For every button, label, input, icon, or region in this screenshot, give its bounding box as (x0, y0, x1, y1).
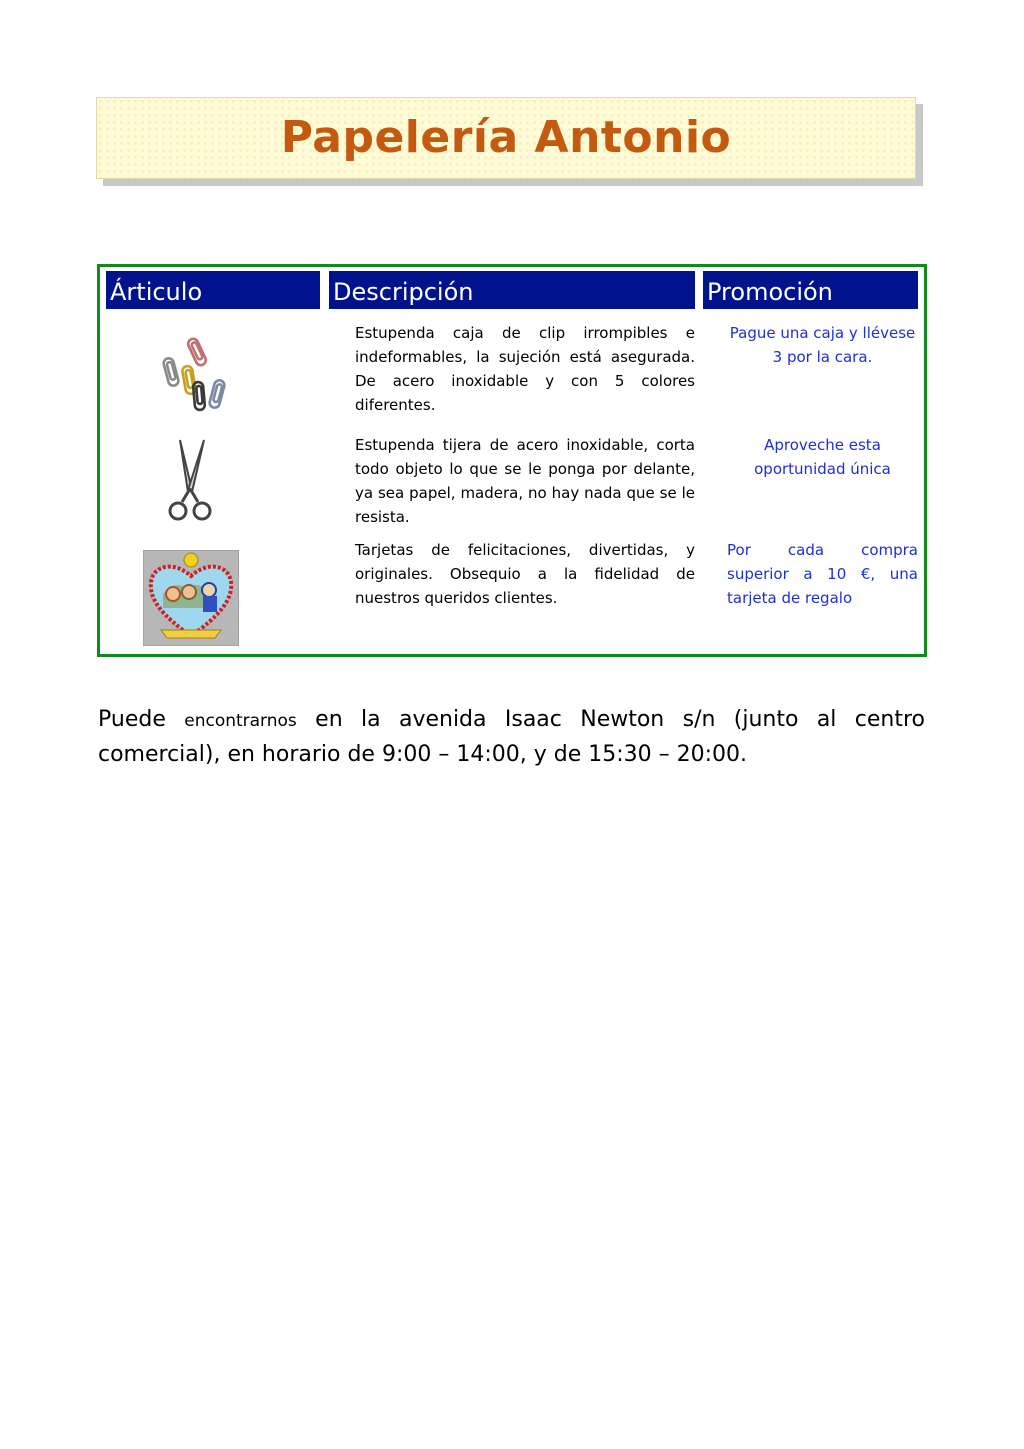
row-2-description: Estupenda tijera de acero inoxidable, corta todo objeto lo que se le ponga por delante, ya sea papel, madera, no hay nada que se le resista. (355, 436, 695, 526)
scissors-icon (166, 438, 214, 524)
row-1-description: Estupenda caja de clip irrompibles e indeformables, la sujeción está asegurada. De acero inoxidable y con 5 colores diferentes. (355, 324, 695, 414)
page-title: Papelería Antonio (280, 112, 732, 163)
title-banner (96, 97, 916, 179)
header-promotion: Promoción (703, 271, 918, 309)
footer-word-puede: Puede (98, 707, 166, 732)
address-paragraph (98, 703, 925, 772)
row-2-promotion: Aproveche esta oportunidad única (754, 436, 891, 478)
row-3-promotion: Por cada compra superior a 10 €, una tarjeta de regalo (727, 541, 918, 607)
header-article: Árticulo (106, 271, 320, 309)
footer-word-encontrarnos: encontrarnos (184, 711, 297, 731)
footer-address-text: en la avenida Isaac Newton s/n (junto al centro comercial), en horario de 9:00 – 14:00, y de 15:30 – 20:00. (98, 707, 926, 767)
greeting-card-icon (143, 550, 239, 646)
row-1-promotion: Pague una caja y llévese 3 por la cara. (729, 324, 916, 366)
row-3-description: Tarjetas de felicitaciones, divertidas, y originales. Obsequio a la fidelidad de nuestros queridos clientes. (355, 541, 695, 607)
header-description: Descripción (329, 271, 695, 309)
paperclips-icon (158, 334, 238, 418)
